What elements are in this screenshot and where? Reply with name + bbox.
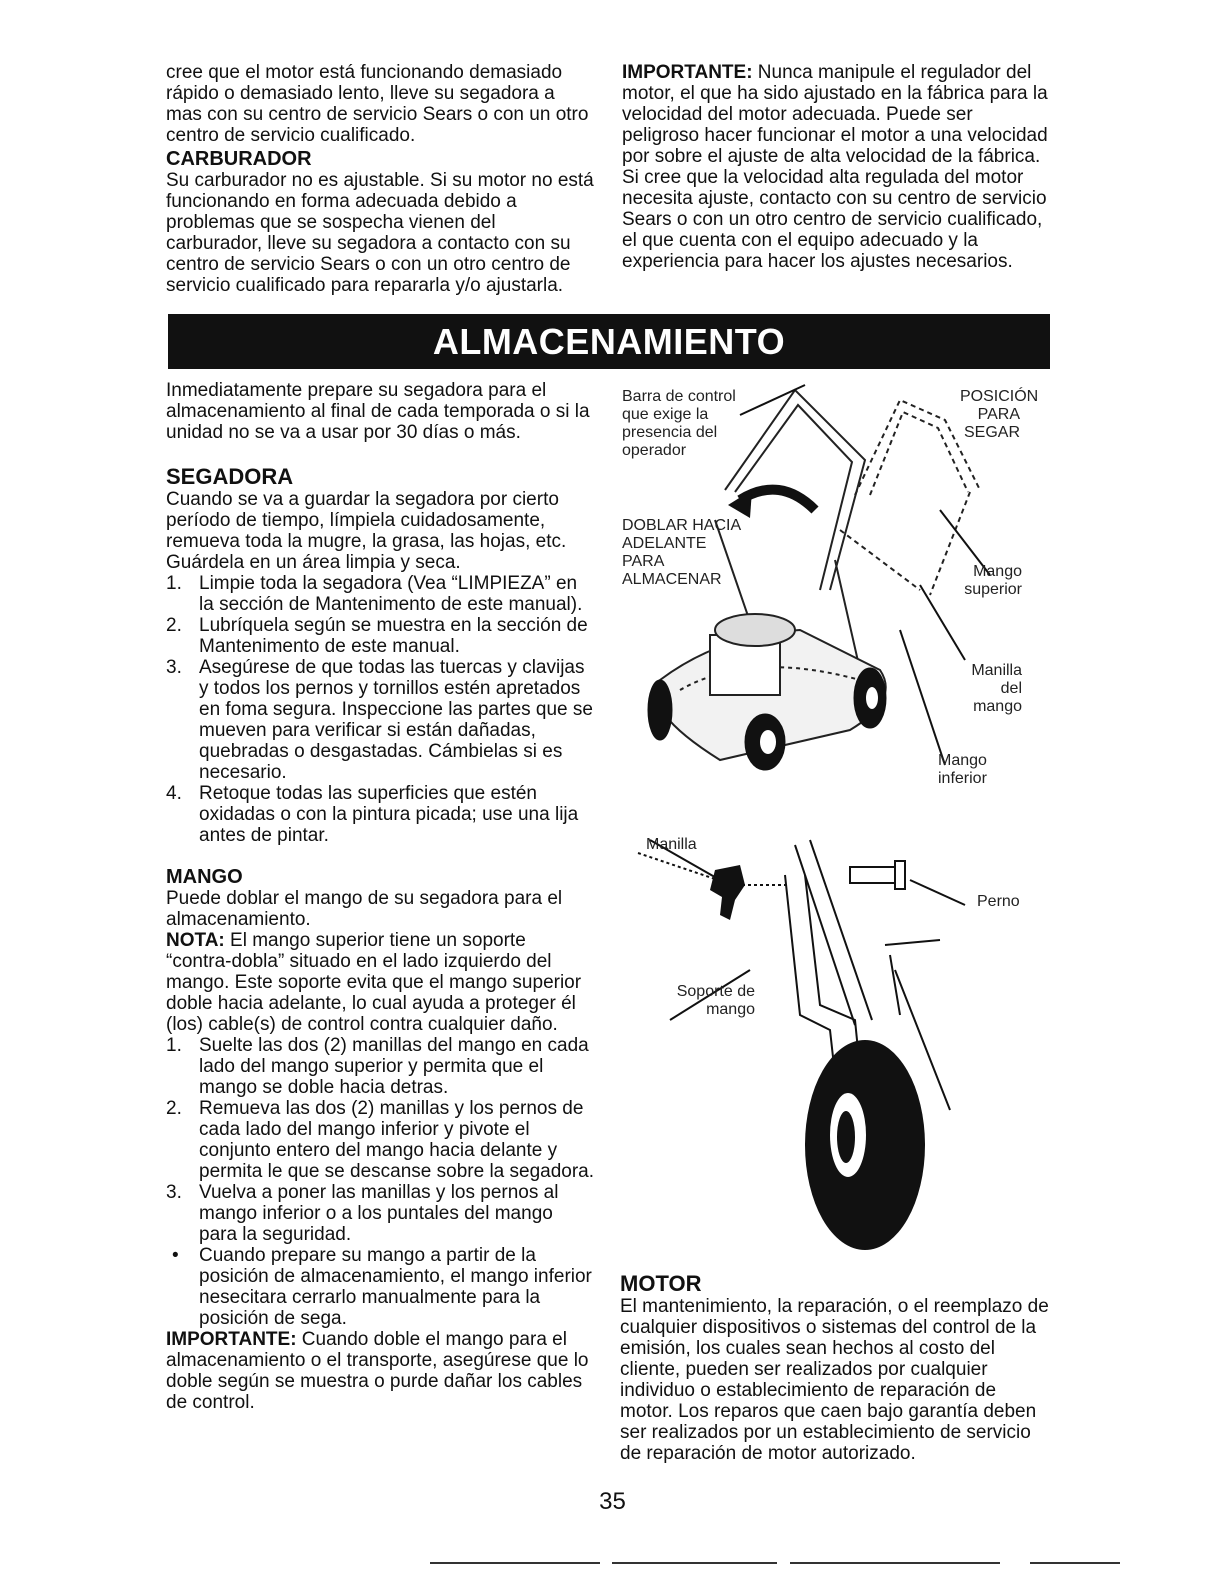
segadora-steps — [166, 573, 596, 846]
important-text: Nunca manipule el regulador del motor, el que ha sido ajustado en la fábrica para la velocidad del motor adecuada. Puede ser peligroso hacer funcionar el motor a una velocidad por sobre el ajuste de alta velocidad de la fábrica. Si cree que la velocidad alta regulada del motor necesita ajuste, contacto con su centro de servicio Sears o con un otro centro de servicio cualificado, el que cuenta con el equipo adecuado y la experiencia para hacer los ajustes necesarios. — [622, 62, 1048, 272]
label-lower-handle: Mango inferior — [938, 752, 987, 787]
top-left-column — [166, 62, 594, 296]
segadora-paragraph: Cuando se va a guardar la segadora por cierto período de tiempo, límpiela cuidadosamente, remueva toda la mugre, la grasa, las hojas, etc. Guárdela en un área limpia y seca. — [166, 489, 567, 573]
motor-heading: MOTOR — [620, 1271, 702, 1296]
list-item: 3. Vuelva a poner las manillas y los pernos al mango inferior o a los puntales del mango para la seguridad. — [166, 1182, 559, 1245]
handle-detail-illustration — [610, 835, 1030, 1250]
label-mowing-position: POSICIÓN PARA SEGAR — [960, 388, 1039, 441]
label-control-bar: Barra de control que exige la presencia del operador — [622, 388, 736, 459]
note-text: El mango superior tiene un soporte “contra-dobla” situado en el lado izquierdo del mango. Este soporte evita que el mango superior doble hacia adelante, lo cual ayuda a proteger él (los) cable(s) de control contra cualquier daño. — [166, 930, 582, 1035]
intro-paragraph: cree que el motor está funcionando demasiado rápido o demasiado lento, lleve su segadora a mas con su centro de servicio Sears o con un otro centro de servicio cualificado. — [166, 62, 589, 146]
list-item: 1. Limpie toda la segadora (Vea “LIMPIEZA” en la sección de Mantenimento de este manual). — [166, 573, 583, 615]
label-handle-bracket: Soporte de mango — [676, 983, 755, 1018]
motor-section — [620, 1272, 1052, 1464]
important-paragraph — [622, 62, 1052, 272]
list-item: • Cuando prepare su mango a partir de la posición de almacenamiento, el mango inferior nesecitara cerrarlo manualmente para la posición de sega. — [172, 1245, 592, 1329]
footer-rule — [790, 1562, 1000, 1564]
mango-heading: MANGO — [166, 866, 243, 888]
section-banner: ALMACENAMIENTO — [168, 314, 1050, 369]
label-upper-handle: Mango superior — [964, 563, 1022, 598]
page-number: 35 — [599, 1488, 626, 1515]
storage-intro: Inmediatamente prepare su segadora para el almacenamiento al final de cada temporada o si la unidad no se va a usar por 30 días o más. — [166, 380, 590, 443]
important2-paragraph — [166, 1329, 596, 1413]
mango-paragraph: Puede doblar el mango de su segadora para el almacenamiento. — [166, 888, 563, 930]
note-label: NOTA: — [166, 930, 225, 951]
segadora-heading: SEGADORA — [166, 464, 294, 489]
list-item: 1. Suelte las dos (2) manillas del mango en cada lado del mango superior y permita que el mango se doble hacia detras. — [166, 1035, 589, 1098]
important2-label: IMPORTANTE: — [166, 1329, 297, 1350]
label-handle-knob: Manilla del mango — [971, 662, 1022, 715]
label-knob: Manilla — [646, 836, 697, 853]
list-item: 4. Retoque todas las superficies que estén oxidadas o con la pintura picada; use una lija antes de pintar. — [166, 783, 579, 846]
list-item: 2. Remueva las dos (2) manillas y los pernos de cada lado del mango inferior y pivote el conjunto entero del mango hacia delante y permita le que se descanse sobre la segadora. — [166, 1098, 595, 1182]
top-right-column — [622, 62, 1052, 272]
label-fold-forward: DOBLAR HACIA ADELANTE PARA ALMACENAR — [622, 517, 741, 588]
motor-paragraph: El mantenimiento, la reparación, o el reemplazo de cualquier dispositivos o sistemas del control de la emisión, los cuales sean hechos al costo del cliente, pueden ser realizados por cualquier individuo o establecimiento de reparación de motor. Los reparos que caen bajo garantía deben ser realizados por un establecimiento de servicio de reparación de motor autorizado. — [620, 1296, 1049, 1464]
mango-steps — [166, 1035, 596, 1329]
list-item: 3. Asegúrese de que todas las tuercas y clavijas y todos los pernos y tornillos estén apretados en foma segura. Inspeccione las partes que se mueven para verificar si están dañadas, quebradas o desgastadas. Cámbielas si es necesario. — [166, 657, 593, 783]
important2-text: Cuando doble el mango para el almacenamiento o el transporte, asegúrese que lo doble según se muestra o purde dañar los cables de control. — [166, 1329, 589, 1413]
footer-rule — [430, 1562, 600, 1564]
carburador-paragraph: Su carburador no es ajustable. Si su motor no está funcionando en forma adecuada debido a problemas que se sospecha vienen del carburador, lleve su segadora a contacto con su centro de servicio Sears o con un otro centro de servicio cualificado para repararla y/o ajustarla. — [166, 170, 594, 296]
footer-rule — [1030, 1562, 1120, 1564]
list-item: 2. Lubríquela según se muestra en la sección de Mantenimento de este manual. — [166, 615, 588, 657]
carburador-heading: CARBURADOR — [166, 148, 312, 170]
footer-rule — [612, 1562, 777, 1564]
label-bolt: Perno — [977, 893, 1020, 910]
note-paragraph — [166, 930, 596, 1035]
storage-column — [166, 380, 596, 1413]
important-label: IMPORTANTE: — [622, 62, 753, 83]
